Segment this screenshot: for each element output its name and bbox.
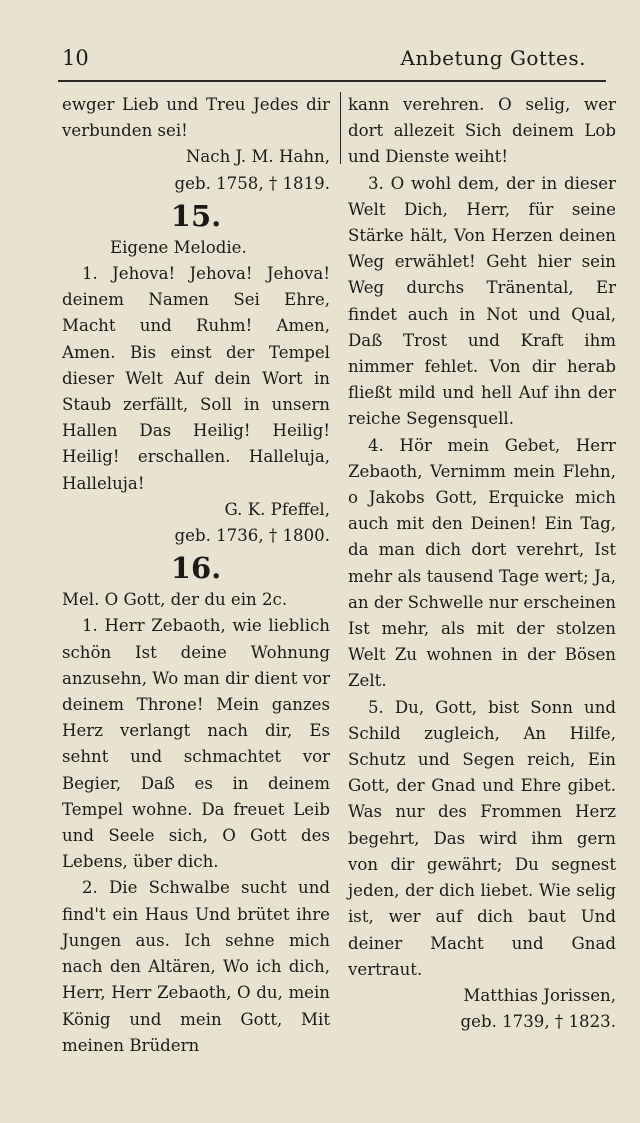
hymn-15-dates: geb. 1736, † 1800.: [174, 526, 330, 546]
page-header: [62, 44, 602, 74]
hymn-number-16: 16.: [170, 551, 222, 586]
hymn-number-15: 15.: [170, 198, 222, 233]
column-divider: [340, 92, 341, 164]
hymn-16-verse-5: 5. Du, Gott, bist Sonn und Schild zugleich, An Hilfe, Schutz und Segen reich, Ein Gott, der Gnad und Ehre gibet. Was nur des Frommen Herz begehrt, Das wird ihm gern von dir gewährt; Du segnest jeden, der dich liebet. Wie selig ist, wer auf dich baut Und deiner Macht und Gnad vertraut.: [348, 697, 616, 979]
hymn-16-author: Matthias Jorissen,: [463, 985, 616, 1005]
right-column: [348, 92, 616, 1035]
hymn-16-melody: Mel. O Gott, der du ein 2c.: [62, 590, 288, 610]
continuation-text: ewger Lieb und Treu Jedes dir verbunden sei!: [62, 95, 330, 141]
hymn-16-verse-3: 3. O wohl dem, der in dieser Welt Dich, Herr, für seine Stärke hält, Von Herzen deinen Weg erwählet! Geht hier sein Weg durchs Tränental, Er findet auch in Not und Qual, Daß Trost und Kraft ihm nimmer fehlet. Von dir herab fließt mild und hell Auf ihn der reiche Segensquell.: [348, 173, 616, 429]
hymn-16-dates: geb. 1739, † 1823.: [460, 1012, 616, 1032]
attribution-dates: geb. 1758, † 1819.: [174, 173, 330, 193]
running-title: Anbetung Gottes.: [400, 46, 586, 70]
hymn-16-verse-2-start: 2. Die Schwalbe sucht und find't ein Haus Und brütet ihre Jungen aus. Ich sehne mich nach den Altären, Wo ich dich, Herr, Herr Zebaoth, O du, mein König und mein Gott, Mit meinen Brüdern: [62, 878, 330, 1055]
hymn-15-verse-1: 1. Jehova! Jehova! Jehova! deinem Namen Sei Ehre, Macht und Ruhm! Amen, Amen. Bis einst der Tempel dieser Welt Auf dein Wort in Staub zerfällt, Soll in unsern Hallen Das Heilig! Heilig! Heilig! erschallen. Halleluja, Halleluja!: [62, 264, 330, 493]
left-column: [62, 92, 330, 1059]
page-number: 10: [62, 46, 89, 70]
hymn-16-verse-1: 1. Herr Zebaoth, wie lieblich schön Ist deine Wohnung anzusehn, Wo man dir dient vor deinem Throne! Mein ganzes Herz verlangt nach dir, Es sehnt und schmachtet vor Begier, Daß es in deinem Tempel wohne. Da freuet Leib und Seele sich, O Gott des Lebens, über dich.: [62, 616, 330, 872]
hymn-15-author: G. K. Pfeffel,: [224, 499, 330, 519]
header-rule: [58, 80, 606, 82]
hymn-15-melody: Eigene Melodie.: [110, 237, 247, 257]
attribution-name: Nach J. M. Hahn,: [185, 147, 330, 167]
hymn-16-verse-4: 4. Hör mein Gebet, Herr Zebaoth, Vernimm mein Flehn, o Jakobs Gott, Erquicke mich auch mit den Deinen! Ein Tag, da man dich dort verehrt, Ist mehr als tausend Tage wert; Ja, an der Schwelle nur erscheinen Ist mehr, als mit der stolzen Welt Zu wohnen in der Bösen Zelt.: [348, 435, 616, 691]
hymn-16-verse-2-end: kann verehren. O selig, wer dort allezeit Sich deinem Lob und Dienste weiht!: [348, 95, 616, 167]
